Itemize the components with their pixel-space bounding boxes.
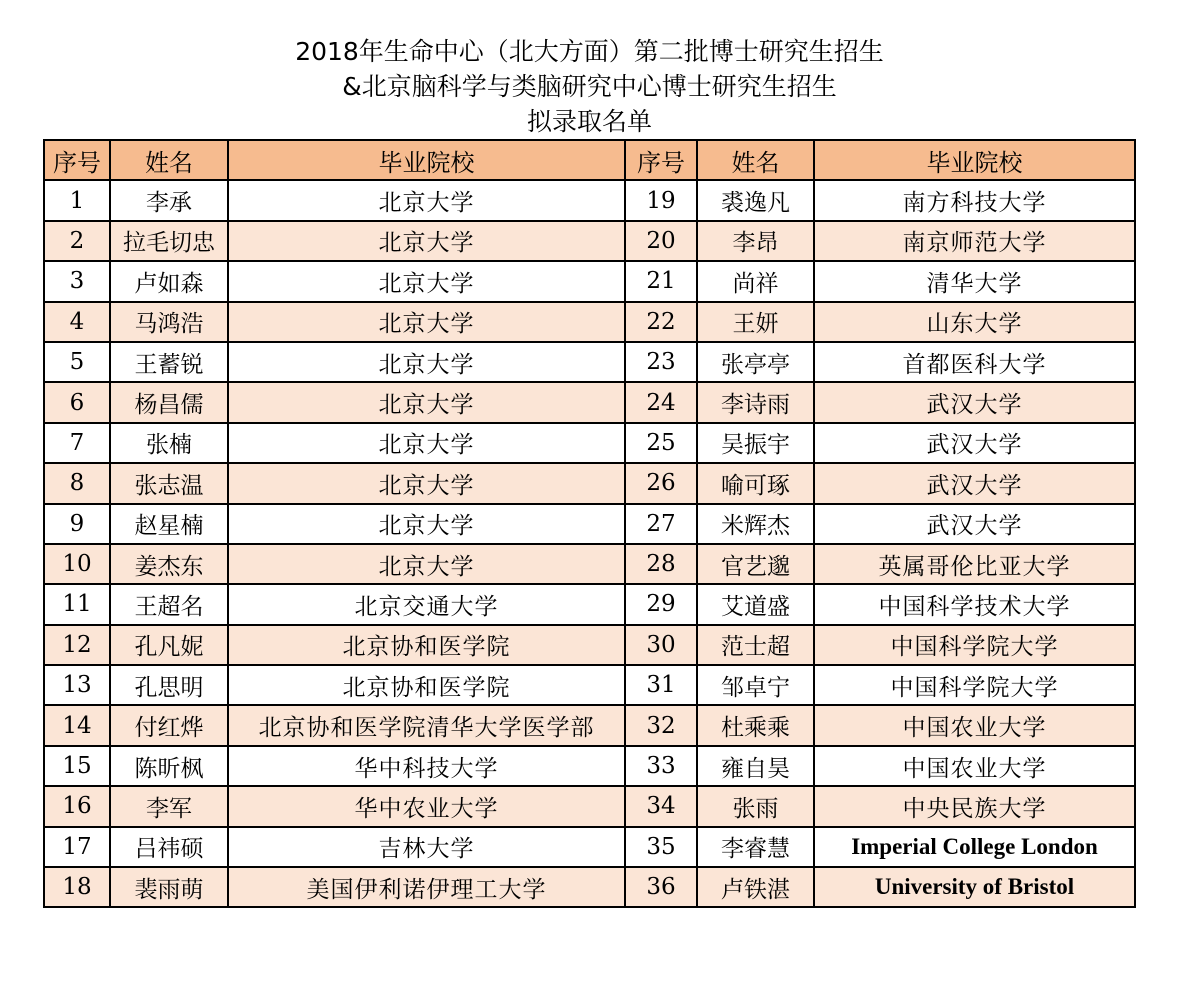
cell-school-left: 美国伊利诺伊理工大学 [228, 867, 625, 907]
table-row [44, 746, 1135, 786]
cell-name-right: 米辉杰 [697, 504, 814, 544]
cell-no-right: 21 [625, 261, 697, 301]
cell-no-right: 32 [625, 705, 697, 745]
cell-school-right: 中国科学技术大学 [814, 584, 1135, 624]
cell-school-right: University of Bristol [814, 867, 1135, 907]
cell-school-right: 中国科学院大学 [814, 625, 1135, 665]
cell-school-right: 武汉大学 [814, 423, 1135, 463]
cell-no-left: 1 [44, 180, 110, 220]
cell-name-right: 范士超 [697, 625, 814, 665]
cell-name-right: 艾道盛 [697, 584, 814, 624]
cell-school-left: 北京大学 [228, 544, 625, 584]
cell-no-right: 36 [625, 867, 697, 907]
cell-name-left: 裴雨萌 [110, 867, 228, 907]
cell-name-right: 官艺邈 [697, 544, 814, 584]
cell-no-right: 29 [625, 584, 697, 624]
cell-no-right: 34 [625, 786, 697, 826]
cell-no-right: 25 [625, 423, 697, 463]
cell-school-left: 北京大学 [228, 261, 625, 301]
cell-school-left: 北京大学 [228, 302, 625, 342]
title-line-2: &北京脑科学与类脑研究中心博士研究生招生 [342, 72, 837, 101]
table-row [44, 625, 1135, 665]
cell-name-left: 张楠 [110, 423, 228, 463]
cell-no-right: 22 [625, 302, 697, 342]
header-name-right: 姓名 [697, 140, 814, 180]
header-name-left: 姓名 [110, 140, 228, 180]
cell-school-right: 首都医科大学 [814, 342, 1135, 382]
cell-no-left: 3 [44, 261, 110, 301]
cell-name-left: 赵星楠 [110, 504, 228, 544]
document-title-block [0, 34, 1179, 139]
cell-name-left: 王蓄锐 [110, 342, 228, 382]
table-row [44, 705, 1135, 745]
cell-name-left: 李承 [110, 180, 228, 220]
cell-school-right: Imperial College London [814, 827, 1135, 867]
cell-name-left: 拉毛切忠 [110, 221, 228, 261]
cell-no-left: 11 [44, 584, 110, 624]
table-row [44, 463, 1135, 503]
cell-no-right: 23 [625, 342, 697, 382]
cell-no-right: 35 [625, 827, 697, 867]
cell-school-left: 华中农业大学 [228, 786, 625, 826]
cell-no-left: 9 [44, 504, 110, 544]
cell-school-left: 北京大学 [228, 463, 625, 503]
table-row [44, 504, 1135, 544]
cell-no-left: 14 [44, 705, 110, 745]
cell-school-left: 华中科技大学 [228, 746, 625, 786]
cell-no-right: 31 [625, 665, 697, 705]
cell-school-right: 中国农业大学 [814, 746, 1135, 786]
table-row [44, 261, 1135, 301]
cell-school-right: 中国科学院大学 [814, 665, 1135, 705]
cell-school-right: 武汉大学 [814, 504, 1135, 544]
cell-no-right: 26 [625, 463, 697, 503]
table-row [44, 221, 1135, 261]
cell-no-right: 19 [625, 180, 697, 220]
cell-name-left: 马鸿浩 [110, 302, 228, 342]
cell-name-left: 付红烨 [110, 705, 228, 745]
table-row [44, 544, 1135, 584]
table-row [44, 786, 1135, 826]
table-row [44, 584, 1135, 624]
cell-name-right: 张雨 [697, 786, 814, 826]
cell-school-left: 北京大学 [228, 180, 625, 220]
cell-name-right: 雍自昊 [697, 746, 814, 786]
cell-name-left: 张志温 [110, 463, 228, 503]
cell-name-right: 吴振宇 [697, 423, 814, 463]
cell-name-left: 孔凡妮 [110, 625, 228, 665]
table-row [44, 665, 1135, 705]
cell-name-right: 卢铁湛 [697, 867, 814, 907]
table-row [44, 382, 1135, 422]
cell-no-right: 20 [625, 221, 697, 261]
cell-name-right: 李诗雨 [697, 382, 814, 422]
cell-name-right: 喻可琢 [697, 463, 814, 503]
cell-school-left: 北京协和医学院 [228, 625, 625, 665]
cell-name-right: 裘逸凡 [697, 180, 814, 220]
admission-roster-table [43, 139, 1136, 908]
cell-school-left: 北京交通大学 [228, 584, 625, 624]
cell-name-left: 姜杰东 [110, 544, 228, 584]
header-school-right: 毕业院校 [814, 140, 1135, 180]
cell-no-left: 15 [44, 746, 110, 786]
header-row [44, 140, 1135, 180]
cell-school-right: 山东大学 [814, 302, 1135, 342]
cell-school-left: 北京大学 [228, 382, 625, 422]
cell-no-right: 24 [625, 382, 697, 422]
cell-no-left: 7 [44, 423, 110, 463]
cell-no-right: 33 [625, 746, 697, 786]
cell-no-left: 5 [44, 342, 110, 382]
cell-name-right: 张亭亭 [697, 342, 814, 382]
cell-name-left: 王超名 [110, 584, 228, 624]
roster-body [44, 180, 1135, 907]
cell-no-left: 13 [44, 665, 110, 705]
cell-school-right: 南方科技大学 [814, 180, 1135, 220]
cell-school-right: 武汉大学 [814, 382, 1135, 422]
cell-school-left: 北京协和医学院 [228, 665, 625, 705]
cell-school-left: 北京大学 [228, 221, 625, 261]
cell-school-right: 南京师范大学 [814, 221, 1135, 261]
title-line-1: 2018年生命中心（北大方面）第二批博士研究生招生 [295, 37, 884, 66]
header-no-left: 序号 [44, 140, 110, 180]
cell-school-right: 中国农业大学 [814, 705, 1135, 745]
cell-name-right: 王妍 [697, 302, 814, 342]
cell-school-right: 中央民族大学 [814, 786, 1135, 826]
cell-school-right: 清华大学 [814, 261, 1135, 301]
table-row [44, 342, 1135, 382]
table-row [44, 423, 1135, 463]
cell-no-left: 10 [44, 544, 110, 584]
cell-school-left: 北京大学 [228, 423, 625, 463]
cell-school-right: 武汉大学 [814, 463, 1135, 503]
cell-name-left: 陈昕枫 [110, 746, 228, 786]
cell-no-left: 2 [44, 221, 110, 261]
table-row [44, 180, 1135, 220]
table-row [44, 867, 1135, 907]
cell-no-left: 6 [44, 382, 110, 422]
cell-school-left: 北京大学 [228, 342, 625, 382]
cell-name-right: 杜乘乘 [697, 705, 814, 745]
cell-name-left: 卢如森 [110, 261, 228, 301]
cell-school-left: 吉林大学 [228, 827, 625, 867]
cell-no-left: 8 [44, 463, 110, 503]
cell-no-right: 28 [625, 544, 697, 584]
cell-name-left: 吕祎硕 [110, 827, 228, 867]
cell-school-right: 英属哥伦比亚大学 [814, 544, 1135, 584]
cell-name-right: 尚祥 [697, 261, 814, 301]
cell-name-right: 邹卓宁 [697, 665, 814, 705]
cell-no-left: 17 [44, 827, 110, 867]
header-no-right: 序号 [625, 140, 697, 180]
table-row [44, 827, 1135, 867]
cell-name-left: 孔思明 [110, 665, 228, 705]
header-school-left: 毕业院校 [228, 140, 625, 180]
cell-no-right: 30 [625, 625, 697, 665]
cell-name-right: 李昂 [697, 221, 814, 261]
cell-no-left: 16 [44, 786, 110, 826]
cell-no-left: 18 [44, 867, 110, 907]
cell-name-left: 李军 [110, 786, 228, 826]
table-row [44, 302, 1135, 342]
cell-name-left: 杨昌儒 [110, 382, 228, 422]
cell-no-right: 27 [625, 504, 697, 544]
cell-no-left: 12 [44, 625, 110, 665]
cell-school-left: 北京协和医学院清华大学医学部 [228, 705, 625, 745]
title-line-3: 拟录取名单 [526, 107, 652, 136]
cell-no-left: 4 [44, 302, 110, 342]
cell-name-right: 李睿慧 [697, 827, 814, 867]
cell-school-left: 北京大学 [228, 504, 625, 544]
